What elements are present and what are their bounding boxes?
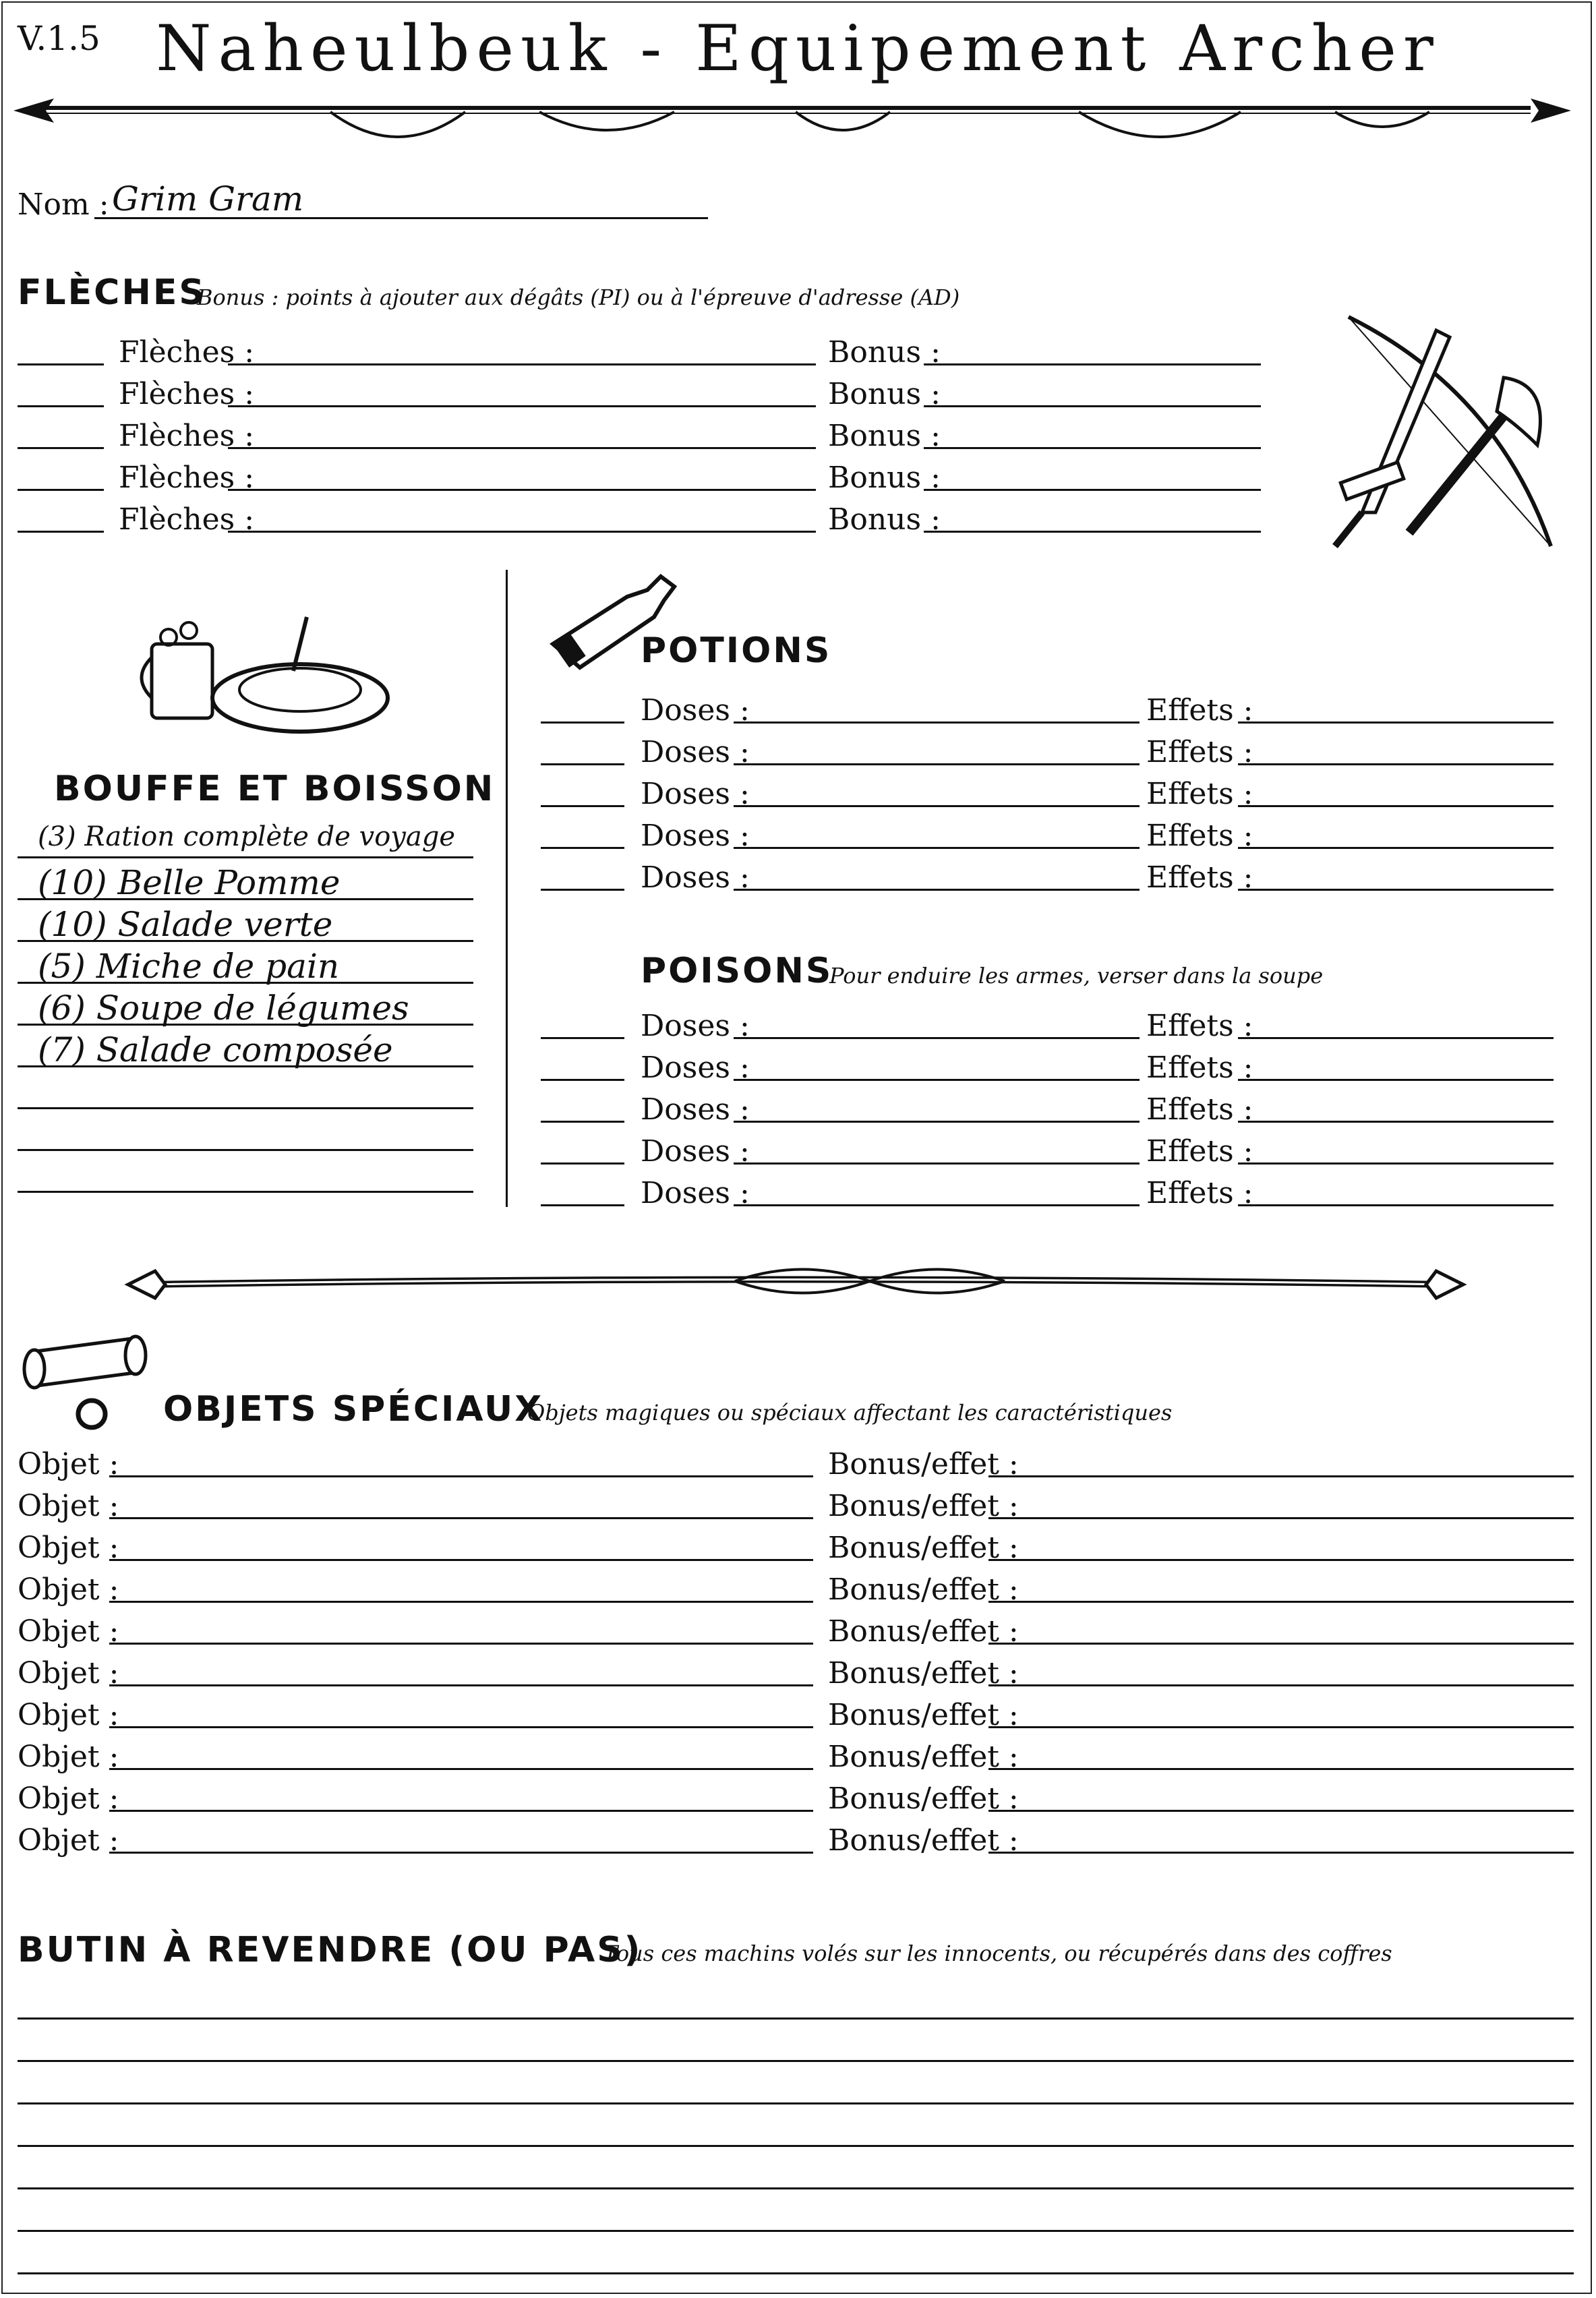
arrow-bonus-field[interactable] — [924, 489, 1261, 491]
poison-effects-field[interactable] — [1238, 1162, 1554, 1165]
arrow-bonus-label: Bonus : — [828, 502, 941, 537]
poison-doses-field[interactable] — [734, 1204, 1140, 1206]
poison-effects-field[interactable] — [1238, 1037, 1554, 1039]
poison-effects-field[interactable] — [1238, 1121, 1554, 1123]
object-field[interactable] — [109, 1559, 813, 1561]
object-bonus-label: Bonus/effet : — [828, 1614, 1019, 1649]
potion-effects-field[interactable] — [1238, 763, 1554, 765]
specials-heading: OBJETS SPÉCIAUX — [163, 1389, 544, 1430]
object-field[interactable] — [109, 1726, 813, 1728]
potion-doses-label: Doses : — [641, 819, 750, 853]
arrow-row-label: Flèches : — [119, 335, 255, 370]
arrow-row-label: Flèches : — [119, 461, 255, 495]
poison-count-field[interactable] — [541, 1079, 624, 1081]
loot-line[interactable] — [18, 2230, 1574, 2232]
potion-effects-label: Effets : — [1146, 777, 1253, 811]
potion-effects-field[interactable] — [1238, 847, 1554, 849]
object-bonus-label: Bonus/effet : — [828, 1489, 1019, 1523]
loot-line[interactable] — [18, 2017, 1574, 2020]
arrow-bonus-field[interactable] — [924, 531, 1261, 533]
object-label: Objet : — [18, 1781, 119, 1816]
poison-doses-field[interactable] — [734, 1162, 1140, 1165]
object-field[interactable] — [109, 1643, 813, 1645]
food-item[interactable]: (6) Soupe de légumes — [38, 989, 409, 1028]
arrow-count-field[interactable] — [18, 447, 104, 449]
potion-doses-field[interactable] — [734, 721, 1140, 724]
object-bonus-field[interactable] — [988, 1726, 1574, 1728]
potion-effects-label: Effets : — [1146, 819, 1253, 853]
object-field[interactable] — [109, 1517, 813, 1519]
name-value[interactable]: Grim Gram — [112, 179, 304, 218]
food-item[interactable]: (10) Belle Pomme — [38, 863, 341, 902]
potion-effects-label: Effets : — [1146, 693, 1253, 728]
food-icon — [138, 603, 381, 738]
poisons-heading: POISONS — [641, 951, 833, 991]
arrow-count-field[interactable] — [18, 363, 104, 365]
arrow-bonus-label: Bonus : — [828, 419, 941, 453]
object-label: Objet : — [18, 1823, 119, 1858]
potion-effects-label: Effets : — [1146, 735, 1253, 769]
potion-doses-label: Doses : — [641, 735, 750, 769]
food-line[interactable] — [18, 856, 473, 858]
potion-effects-field[interactable] — [1238, 889, 1554, 891]
poison-doses-field[interactable] — [734, 1037, 1140, 1039]
food-heading: BOUFFE ET BOISSON — [54, 769, 496, 809]
arrow-bonus-label: Bonus : — [828, 377, 941, 411]
poison-effects-field[interactable] — [1238, 1204, 1554, 1206]
object-bonus-field[interactable] — [988, 1643, 1574, 1645]
object-label: Objet : — [18, 1656, 119, 1690]
arrow-name-field[interactable] — [228, 447, 816, 449]
arrow-name-field[interactable] — [228, 489, 816, 491]
object-bonus-label: Bonus/effet : — [828, 1781, 1019, 1816]
object-bonus-label: Bonus/effet : — [828, 1656, 1019, 1690]
loot-heading: BUTIN À REVENDRE (OU PAS) — [18, 1930, 643, 1970]
poison-count-field[interactable] — [541, 1121, 624, 1123]
arrow-divider-icon — [13, 88, 1571, 148]
object-bonus-field[interactable] — [988, 1517, 1574, 1519]
object-label: Objet : — [18, 1531, 119, 1565]
poison-count-field[interactable] — [541, 1204, 624, 1206]
arrow-count-field[interactable] — [18, 531, 104, 533]
poison-doses-label: Doses : — [641, 1176, 750, 1210]
object-label: Objet : — [18, 1489, 119, 1523]
potion-count-field[interactable] — [541, 889, 624, 891]
poison-effects-label: Effets : — [1146, 1134, 1253, 1169]
poison-doses-field[interactable] — [734, 1121, 1140, 1123]
potion-effects-field[interactable] — [1238, 721, 1554, 724]
staff-divider-icon — [128, 1261, 1463, 1308]
object-field[interactable] — [109, 1810, 813, 1812]
object-bonus-field[interactable] — [988, 1768, 1574, 1770]
poison-effects-label: Effets : — [1146, 1009, 1253, 1043]
object-label: Objet : — [18, 1740, 119, 1774]
potion-doses-label: Doses : — [641, 860, 750, 895]
loot-line[interactable] — [18, 2102, 1574, 2104]
object-bonus-label: Bonus/effet : — [828, 1740, 1019, 1774]
arrow-bonus-label: Bonus : — [828, 461, 941, 495]
arrow-name-field[interactable] — [228, 531, 816, 533]
food-line[interactable] — [18, 1149, 473, 1151]
object-label: Objet : — [18, 1447, 119, 1481]
poison-doses-label: Doses : — [641, 1051, 750, 1085]
potion-doses-field[interactable] — [734, 889, 1140, 891]
object-field[interactable] — [109, 1684, 813, 1686]
food-item[interactable]: (3) Ration complète de voyage — [38, 821, 456, 852]
arrow-name-field[interactable] — [228, 405, 816, 407]
loot-line[interactable] — [18, 2272, 1574, 2274]
poison-doses-label: Doses : — [641, 1092, 750, 1127]
object-label: Objet : — [18, 1614, 119, 1649]
column-divider — [506, 570, 508, 1207]
object-bonus-label: Bonus/effet : — [828, 1698, 1019, 1732]
potion-doses-field[interactable] — [734, 847, 1140, 849]
object-bonus-label: Bonus/effet : — [828, 1823, 1019, 1858]
poison-count-field[interactable] — [541, 1162, 624, 1165]
object-bonus-label: Bonus/effet : — [828, 1447, 1019, 1481]
arrow-bonus-label: Bonus : — [828, 335, 941, 370]
food-item[interactable]: (5) Miche de pain — [38, 947, 340, 986]
object-bonus-field[interactable] — [988, 1810, 1574, 1812]
name-label: Nom : — [18, 187, 109, 222]
poisons-note: Pour enduire les armes, verser dans la soupe — [829, 963, 1324, 989]
object-bonus-field[interactable] — [988, 1475, 1574, 1477]
potion-doses-field[interactable] — [734, 805, 1140, 807]
poison-effects-label: Effets : — [1146, 1051, 1253, 1085]
food-item[interactable]: (10) Salade verte — [38, 905, 333, 944]
scroll-ring-icon — [18, 1332, 166, 1433]
poison-effects-label: Effets : — [1146, 1092, 1253, 1127]
potion-effects-label: Effets : — [1146, 860, 1253, 895]
name-field-line[interactable] — [94, 217, 708, 219]
poison-doses-field[interactable] — [734, 1079, 1140, 1081]
object-bonus-label: Bonus/effet : — [828, 1531, 1019, 1565]
potion-count-field[interactable] — [541, 847, 624, 849]
arrow-bonus-field[interactable] — [924, 447, 1261, 449]
crossed-weapons-icon — [1322, 310, 1578, 553]
object-field[interactable] — [109, 1475, 813, 1477]
arrow-name-field[interactable] — [228, 363, 816, 365]
arrow-count-field[interactable] — [18, 405, 104, 407]
object-field[interactable] — [109, 1852, 813, 1854]
arrow-bonus-field[interactable] — [924, 405, 1261, 407]
loot-line[interactable] — [18, 2187, 1574, 2189]
potion-doses-label: Doses : — [641, 693, 750, 728]
arrow-count-field[interactable] — [18, 489, 104, 491]
poison-effects-label: Effets : — [1146, 1176, 1253, 1210]
object-bonus-field[interactable] — [988, 1559, 1574, 1561]
object-field[interactable] — [109, 1768, 813, 1770]
object-bonus-field[interactable] — [988, 1601, 1574, 1603]
food-line[interactable] — [18, 1107, 473, 1109]
potion-doses-field[interactable] — [734, 763, 1140, 765]
arrow-row-label: Flèches : — [119, 419, 255, 453]
potions-heading: POTIONS — [641, 630, 832, 671]
poison-count-field[interactable] — [541, 1037, 624, 1039]
loot-note: Tous ces machins volés sur les innocents, ou récupérés dans des coffres — [603, 1941, 1392, 1966]
arrow-row-label: Flèches : — [119, 377, 255, 411]
specials-note: Objets magiques ou spéciaux affectant les caractéristiques — [527, 1400, 1173, 1425]
food-item[interactable]: (7) Salade composée — [38, 1030, 393, 1069]
object-bonus-label: Bonus/effet : — [828, 1572, 1019, 1607]
arrows-heading: FLÈCHES — [18, 272, 206, 313]
arrow-row-label: Flèches : — [119, 502, 255, 537]
loot-line[interactable] — [18, 2060, 1574, 2062]
poison-doses-label: Doses : — [641, 1009, 750, 1043]
object-label: Objet : — [18, 1572, 119, 1607]
potion-count-field[interactable] — [541, 805, 624, 807]
version-label: V.1.5 — [18, 19, 100, 58]
arrows-note: Bonus : points à ajouter aux dégâts (PI) ou à l'épreuve d'adresse (AD) — [197, 285, 960, 310]
food-line[interactable] — [18, 1191, 473, 1193]
page-title: Naheulbeuk - Equipement Archer — [156, 12, 1440, 86]
poison-effects-field[interactable] — [1238, 1079, 1554, 1081]
loot-line[interactable] — [18, 2145, 1574, 2147]
poison-doses-label: Doses : — [641, 1134, 750, 1169]
object-field[interactable] — [109, 1601, 813, 1603]
potion-effects-field[interactable] — [1238, 805, 1554, 807]
potion-doses-label: Doses : — [641, 777, 750, 811]
potion-count-field[interactable] — [541, 763, 624, 765]
arrow-bonus-field[interactable] — [924, 363, 1261, 365]
object-label: Objet : — [18, 1698, 119, 1732]
object-bonus-field[interactable] — [988, 1684, 1574, 1686]
potion-count-field[interactable] — [541, 721, 624, 724]
object-bonus-field[interactable] — [988, 1852, 1574, 1854]
